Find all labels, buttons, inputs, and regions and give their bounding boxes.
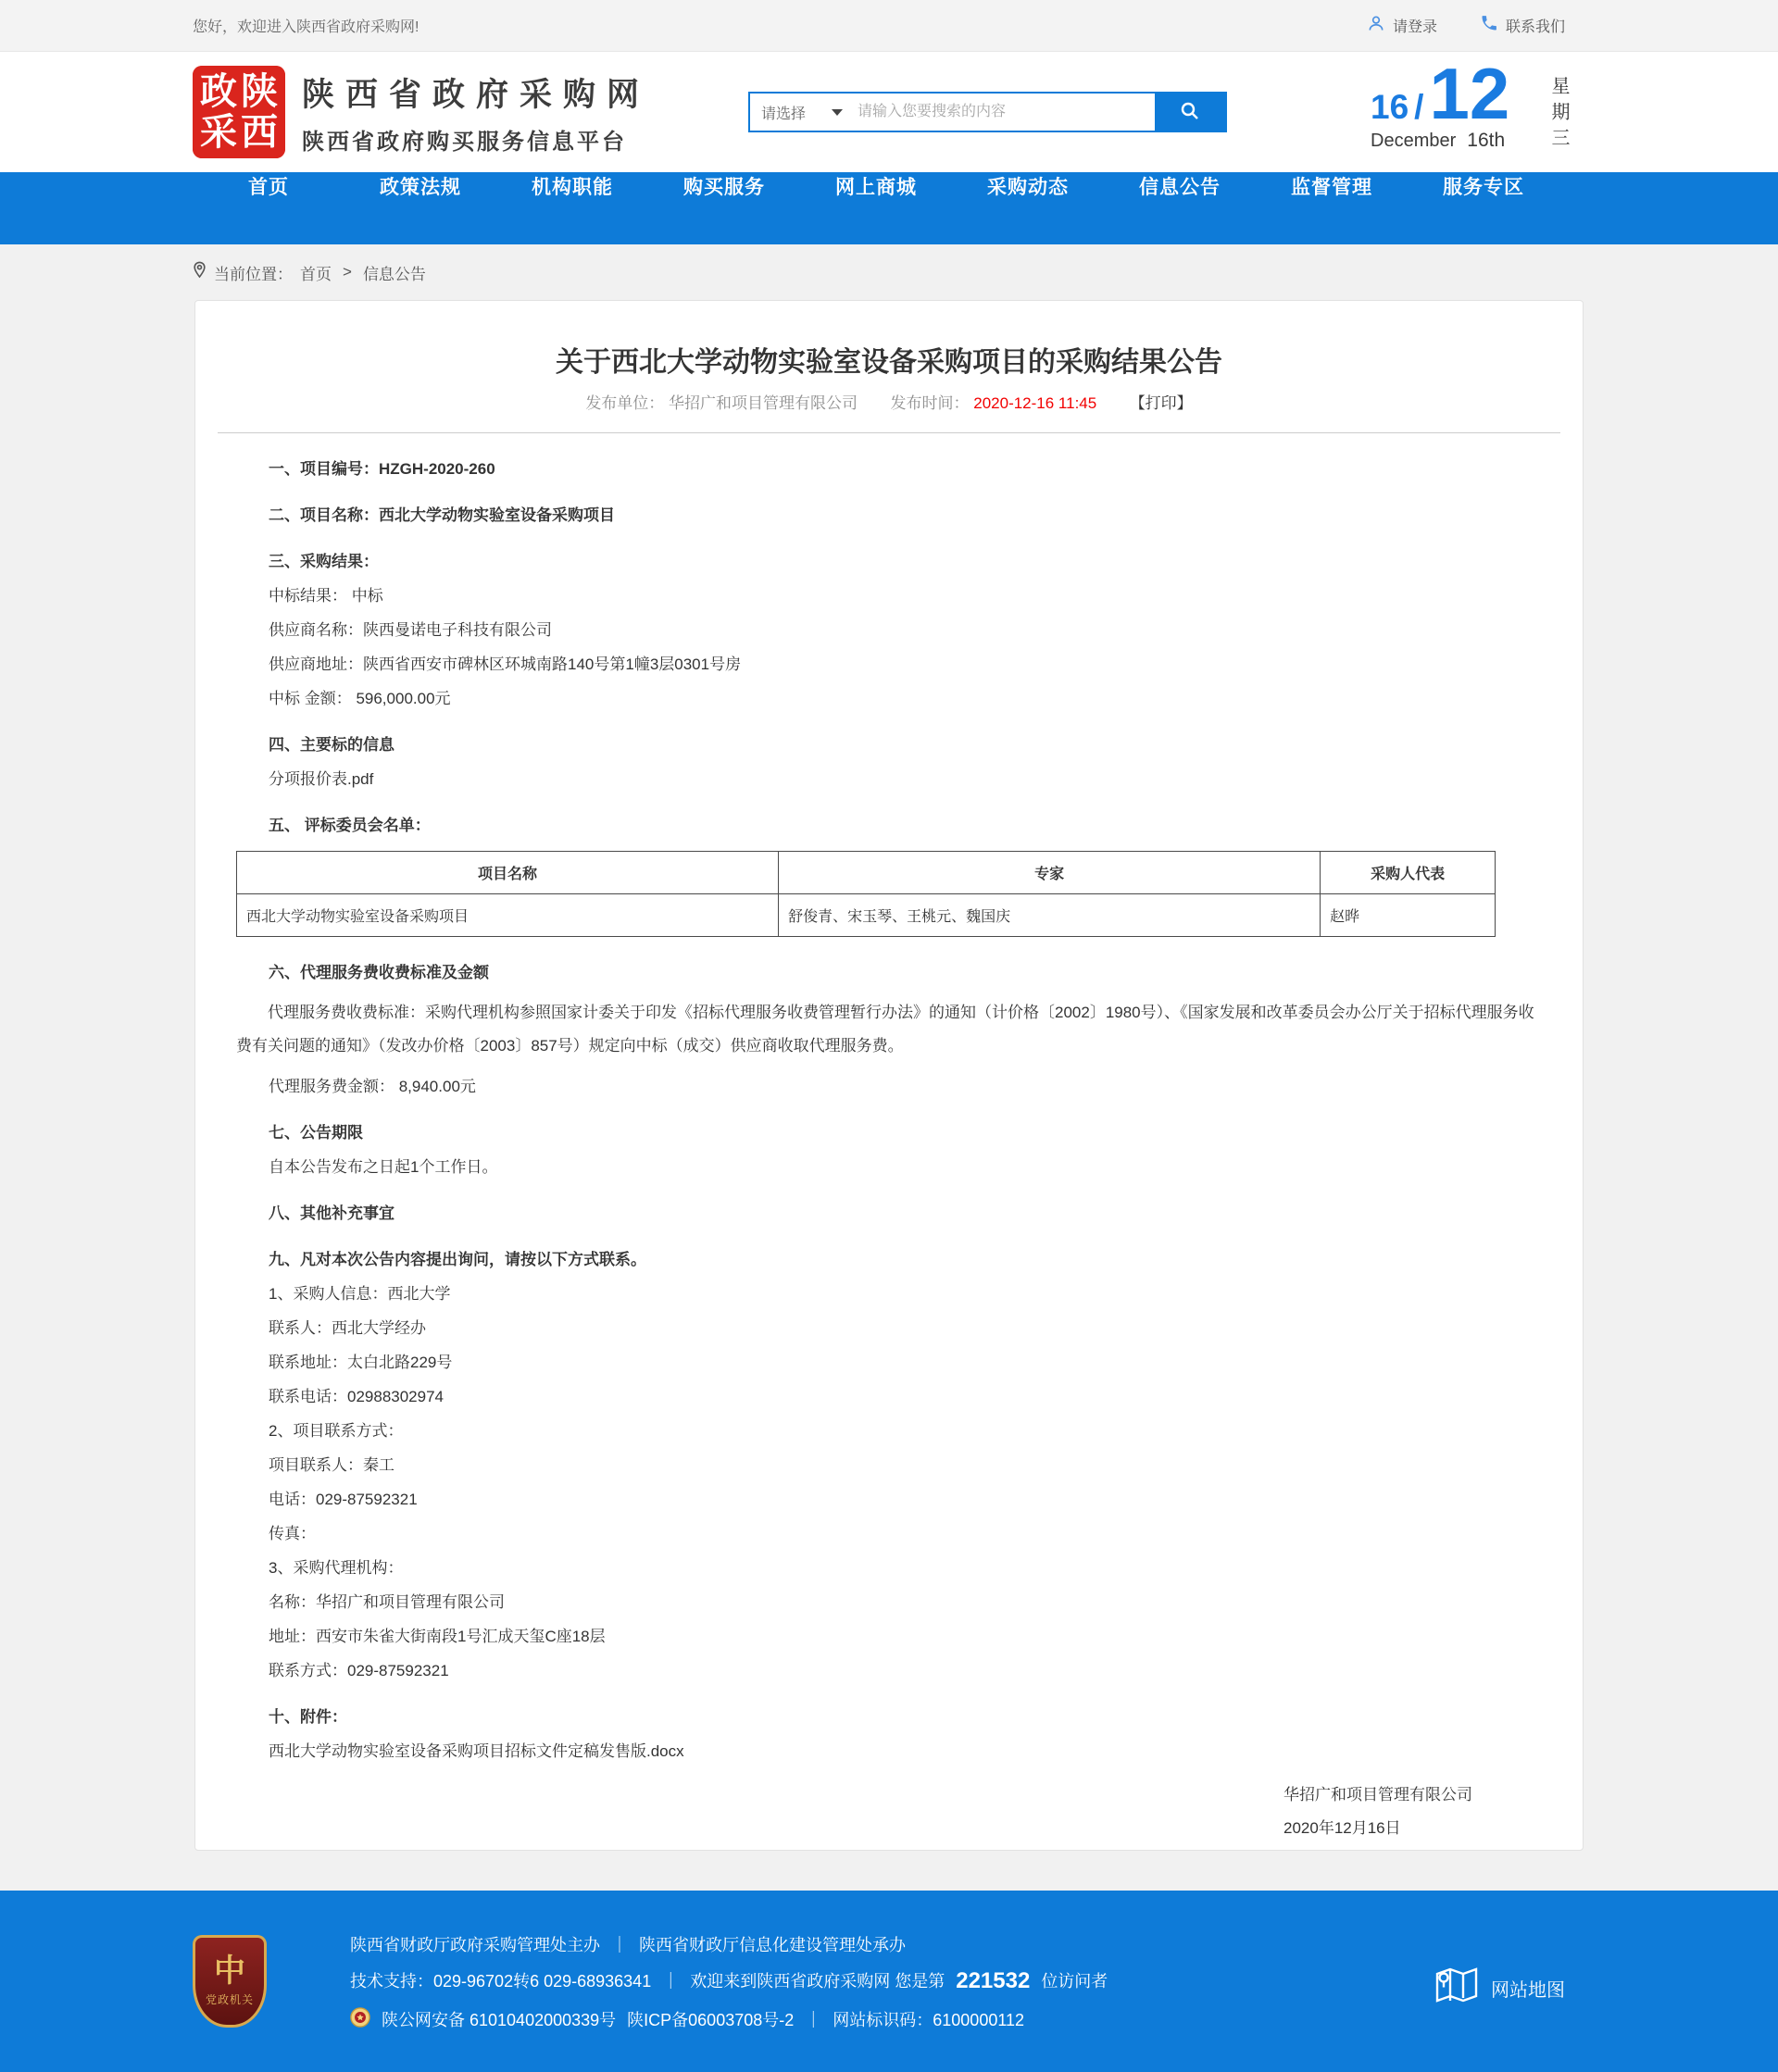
table-header-row	[237, 852, 1496, 894]
logo-char: 政	[200, 71, 237, 112]
nav-item-home[interactable]: 首页	[248, 177, 289, 198]
print-button[interactable]: 【打印】	[1129, 394, 1193, 412]
breadcrumb	[193, 244, 1565, 300]
purchaser-phone: 联系电话：02988302974	[269, 1388, 444, 1405]
section-agency-fee: 六、代理服务费收费标准及金额	[269, 964, 489, 981]
search-icon	[1179, 100, 1201, 125]
project-contact-heading: 2、项目联系方式：	[269, 1422, 404, 1440]
bid-amount: 中标 金额： 596,000.00元	[269, 690, 451, 707]
nav-item-purchase-services[interactable]: 购买服务	[683, 177, 765, 198]
main-nav	[0, 172, 1778, 244]
site-header	[0, 52, 1778, 172]
section-notice-period: 七、公告期限	[269, 1124, 363, 1142]
phone-icon	[1480, 14, 1498, 37]
nav-item-online-mall[interactable]: 网上商城	[835, 177, 917, 198]
agency-address: 地址：西安市朱雀大街南段1号汇成天玺C座18层	[269, 1628, 606, 1645]
search-button[interactable]	[1155, 94, 1225, 131]
notice-period: 自本公告发布之日起1个工作日。	[269, 1158, 498, 1176]
section-project-number: 一、项目编号：HZGH-2020-260	[269, 460, 495, 478]
police-badge-icon	[350, 2007, 370, 2032]
breadcrumb-separator: >	[343, 263, 352, 281]
nav-item-functions[interactable]: 机构职能	[532, 177, 613, 198]
publish-time-label: 发布时间：	[890, 394, 970, 412]
agency-heading: 3、采购代理机构：	[269, 1559, 404, 1577]
logo-char: 陕	[241, 71, 278, 112]
purchaser-contact: 联系人：西北大学经办	[269, 1319, 426, 1337]
search-category-select[interactable]	[750, 94, 854, 131]
logo-char: 西	[241, 112, 278, 153]
footer-divider: ｜	[805, 2010, 822, 2029]
date-english	[1371, 130, 1565, 152]
agency-fee-amount: 代理服务费金额： 8,940.00元	[269, 1078, 476, 1095]
welcome-text: 您好，欢迎进入陕西省政府采购网!	[193, 19, 419, 35]
footer-visitor-text: 欢迎来到陕西省政府采购网 您是第	[690, 1972, 945, 1991]
cell-experts: 舒俊青、宋玉琴、王桃元、魏国庆	[779, 894, 1321, 937]
site-logo	[193, 66, 285, 158]
agency-name: 名称：华招广和项目管理有限公司	[269, 1593, 505, 1611]
publisher-value: 华招广和项目管理有限公司	[669, 394, 858, 412]
site-footer	[0, 1891, 1778, 2072]
user-icon	[1367, 14, 1385, 37]
footer-site-code: 网站标识码：6100000112	[833, 2010, 1025, 2029]
chevron-down-icon	[832, 109, 843, 116]
top-bar	[0, 0, 1778, 52]
search-input[interactable]	[854, 94, 1155, 131]
section-procurement-result: 三、采购结果：	[269, 553, 379, 570]
publisher-label: 发布单位：	[585, 394, 665, 412]
section-other-matters: 八、其他补充事宜	[269, 1205, 394, 1222]
party-government-badge	[193, 1935, 267, 2028]
contact-link[interactable]	[1480, 14, 1565, 37]
login-link[interactable]	[1367, 14, 1437, 37]
footer-organizer: 陕西省财政厅政府采购管理处主办	[350, 1936, 600, 1954]
announcement-body	[195, 459, 1583, 1839]
section-subject-info: 四、主要标的信息	[269, 736, 394, 754]
signature-company: 华招广和项目管理有限公司	[1283, 1786, 1472, 1804]
nav-item-announcements[interactable]: 信息公告	[1139, 177, 1221, 198]
site-title: 陕西省政府采购网	[302, 76, 651, 113]
footer-icp-record[interactable]: 陕ICP备06003708号-2	[627, 2010, 795, 2029]
attachment-docx-link[interactable]: 西北大学动物实验室设备采购项目招标文件定稿发售版.docx	[269, 1742, 684, 1760]
signature-date: 2020年12月16日	[1283, 1819, 1401, 1837]
nav-item-procurement-news[interactable]: 采购动态	[987, 177, 1069, 198]
map-icon	[1435, 1966, 1478, 2009]
site-subtitle: 陕西省政府购买服务信息平台	[302, 129, 627, 155]
date-weekday: 星期三	[1548, 76, 1569, 154]
site-brand[interactable]	[193, 66, 650, 158]
date-day: 16	[1371, 88, 1409, 126]
nav-item-service-zone[interactable]: 服务专区	[1443, 177, 1524, 198]
breadcrumb-current[interactable]: 信息公告	[362, 265, 426, 283]
brand-text	[302, 69, 650, 156]
announcement-card	[194, 300, 1584, 1851]
date-numbers	[1371, 53, 1565, 134]
location-pin-icon	[193, 261, 207, 283]
announcement-meta	[195, 393, 1583, 414]
committee-table	[236, 851, 1496, 937]
publish-time-value: 2020-12-16 11:45	[973, 394, 1097, 412]
bid-result: 中标结果： 中标	[269, 587, 383, 605]
footer-tech-support: 技术支持：029-96702转6 029-68936341	[350, 1972, 652, 1991]
date-month: 12	[1429, 53, 1510, 134]
col-purchaser-rep: 采购人代表	[1321, 852, 1496, 894]
logo-char: 采	[200, 112, 237, 153]
breadcrumb-home[interactable]: 首页	[300, 265, 332, 283]
col-project-name: 项目名称	[237, 852, 779, 894]
cell-purchaser-rep: 赵晔	[1321, 894, 1496, 937]
footer-co-organizer: 陕西省财政厅信息化建设管理处承办	[639, 1936, 906, 1954]
topbar-links	[1367, 14, 1565, 37]
badge-label: 党政机关	[205, 1992, 254, 2006]
attachment-pdf-link[interactable]: 分项报价表.pdf	[269, 770, 374, 788]
purchaser-info: 1、采购人信息：西北大学	[269, 1285, 451, 1303]
section-attachments: 十、附件：	[269, 1708, 347, 1726]
agency-phone: 联系方式：029-87592321	[269, 1662, 449, 1679]
section-committee: 五、 评标委员会名单：	[269, 817, 431, 834]
footer-text	[350, 1935, 1108, 2032]
supplier-address: 供应商地址：陕西省西安市碑林区环城南路140号第1幢3层0301号房	[269, 655, 742, 673]
project-contact: 项目联系人：秦工	[269, 1456, 394, 1474]
footer-visitor-suffix: 位访问者	[1041, 1972, 1108, 1991]
col-experts: 专家	[779, 852, 1321, 894]
footer-divider: ｜	[662, 1972, 680, 1991]
project-fax: 传真：	[269, 1525, 316, 1542]
date-separator: /	[1414, 88, 1424, 126]
login-label: 请登录	[1392, 19, 1437, 35]
search-category-label: 请选择	[761, 106, 807, 122]
breadcrumb-label: 当前位置：	[214, 265, 293, 283]
date-ordinal: 16th	[1467, 130, 1506, 152]
project-phone: 电话：029-87592321	[269, 1491, 418, 1508]
sitemap-label: 网站地图	[1491, 1979, 1565, 2001]
date-widget	[1371, 53, 1569, 167]
supplier-name: 供应商名称：陕西曼诺电子科技有限公司	[269, 621, 552, 639]
footer-divider: ｜	[611, 1936, 628, 1954]
announcement-title: 关于西北大学动物实验室设备采购项目的采购结果公告	[556, 347, 1222, 378]
footer-police-record[interactable]: 陕公网安备 61010402000339号	[382, 2010, 617, 2029]
signature-block	[236, 1785, 1472, 1839]
badge-emblem-icon: 中	[214, 1953, 245, 1989]
purchaser-address: 联系地址：太白北路229号	[269, 1354, 453, 1371]
search-bar	[748, 92, 1227, 132]
meta-divider	[218, 432, 1560, 433]
main-area	[0, 244, 1778, 1891]
sitemap-link[interactable]	[1435, 1966, 1565, 2009]
section-inquiries: 九、凡对本次公告内容提出询问，请按以下方式联系。	[269, 1251, 646, 1268]
date-month-name: December	[1371, 131, 1457, 152]
contact-label: 联系我们	[1505, 19, 1565, 35]
nav-item-policies[interactable]: 政策法规	[380, 177, 461, 198]
agency-fee-standard: 代理服务费收费标准：采购代理机构参照国家计委关于印发《招标代理服务收费管理暂行办法》的通知（计价格〔2002〕1980号）、《国家发展和改革委员会办公厅关于招标代理服务收费有关问题的通知》（发改办价格〔2003〕857号）规定向中标（成交）供应商收取代理服务费。	[236, 1004, 1534, 1055]
section-project-name: 二、项目名称：西北大学动物实验室设备采购项目	[269, 506, 615, 524]
table-row	[237, 894, 1496, 937]
nav-item-supervision[interactable]: 监督管理	[1291, 177, 1372, 198]
cell-project-name: 西北大学动物实验室设备采购项目	[237, 894, 779, 937]
visitor-count: 221532	[956, 1968, 1031, 1993]
